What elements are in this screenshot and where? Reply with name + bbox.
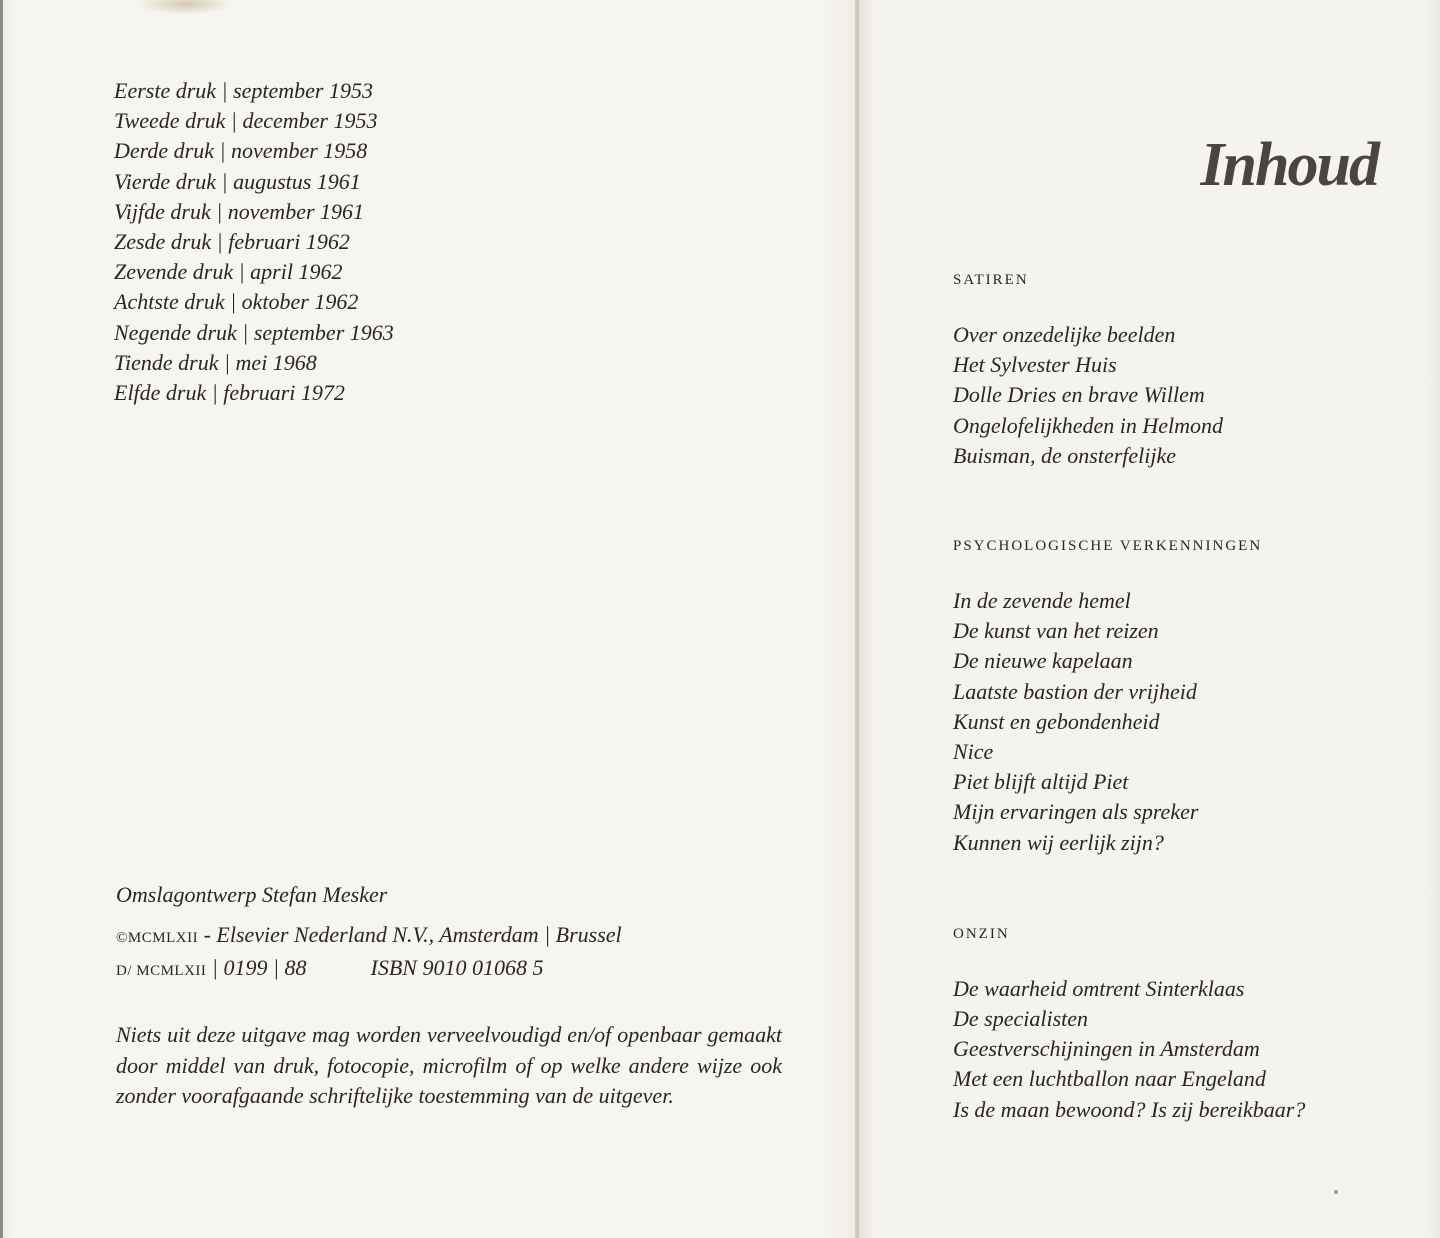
toc-entry: Ongelofelijkheden in Helmond xyxy=(953,412,1224,438)
paper-speck xyxy=(1334,1190,1338,1194)
toc-entry: In de zevende hemel xyxy=(953,588,1131,614)
edition-entry: Derde druk | november 1958 xyxy=(114,138,368,164)
toc-section-psychologische-verkenningen xyxy=(953,534,1305,858)
copyright-year: ©MCMLXII xyxy=(116,930,199,946)
edition-history-list xyxy=(114,76,394,408)
section-heading: PSYCHOLOGISCHE VERKENNINGEN xyxy=(953,538,1263,555)
legal-deposit-number: | 0199 | 88 xyxy=(206,955,307,980)
edition-entry: Achtste druk | oktober 1962 xyxy=(114,289,359,315)
colophon xyxy=(116,880,786,1112)
edition-entry: Vierde druk | augustus 1961 xyxy=(114,168,361,194)
toc-entry: Buisman, de onsterfelijke xyxy=(953,442,1177,468)
section-heading: ONZIN xyxy=(953,925,1010,942)
toc-entry: Laatste bastion der vrijheid xyxy=(953,678,1197,704)
copyright-line xyxy=(116,920,786,953)
toc-entry: Het Sylvester Huis xyxy=(953,352,1117,378)
isbn: ISBN 9010 01068 5 xyxy=(370,955,544,980)
toc-entry: De nieuwe kapelaan xyxy=(953,648,1133,674)
toc-entry: Mijn ervaringen als spreker xyxy=(953,799,1199,825)
toc-entry: Nice xyxy=(953,739,994,765)
toc-entry: Over onzedelijke beelden xyxy=(953,322,1176,347)
publisher-name: - Elsevier Nederland N.V., Amsterdam | Brussel xyxy=(198,922,622,947)
toc-entry: De specialisten xyxy=(953,1006,1089,1032)
edition-entry: Zevende druk | april 1962 xyxy=(114,259,343,285)
toc-entry: Kunst en gebondenheid xyxy=(953,708,1160,734)
toc-list xyxy=(953,320,1305,471)
identifier-line xyxy=(116,953,786,986)
toc-section-onzin xyxy=(953,922,1305,1125)
edition-entry: Negende druk | september 1963 xyxy=(114,319,394,345)
toc-entry: Dolle Dries en brave Willem xyxy=(953,382,1205,408)
toc-list xyxy=(953,974,1305,1125)
toc-entry: Is de maan bewoond? Is zij bereikbaar? xyxy=(953,1096,1306,1122)
edition-entry: Elfde druk | februari 1972 xyxy=(114,380,345,406)
right-page xyxy=(859,0,1440,1238)
toc-entry: De kunst van het reizen xyxy=(953,618,1159,644)
toc-entry: Geestverschijningen in Amsterdam xyxy=(953,1036,1260,1062)
section-heading: SATIREN xyxy=(953,272,1029,288)
toc-entry: Kunnen wij eerlijk zijn? xyxy=(953,829,1164,855)
edition-entry: Eerste druk | september 1953 xyxy=(114,78,373,103)
legal-deposit-prefix: D/ MCMLXII xyxy=(116,963,207,979)
toc-list xyxy=(953,586,1305,858)
edition-entry: Tiende druk | mei 1968 xyxy=(114,349,317,375)
page-edge xyxy=(0,0,3,1238)
cover-design-credit: Omslagontwerp Stefan Mesker xyxy=(116,882,388,907)
edition-entry: Tweede druk | december 1953 xyxy=(114,108,378,134)
edition-entry: Vijfde druk | november 1961 xyxy=(114,198,365,224)
toc-entry: Met een luchtballon naar Engeland xyxy=(953,1066,1266,1092)
page-title: Inhoud xyxy=(1200,131,1378,199)
edition-entry: Zesde druk | februari 1962 xyxy=(114,229,350,255)
paper-stain xyxy=(140,0,230,14)
toc-entry: Piet blijft altijd Piet xyxy=(953,769,1129,795)
rights-notice: Niets uit deze uitgave mag worden verveelvoudigd en/of openbaar gemaakt door middel van druk, fotocopie, microfilm of op welke andere wijze ook zonder voorafgaande schriftelijke toestemming van de uitgever. xyxy=(116,1022,782,1108)
toc-section-satiren xyxy=(953,268,1305,471)
toc-entry: De waarheid omtrent Sinterklaas xyxy=(953,975,1245,1001)
table-of-contents xyxy=(953,268,1305,1125)
